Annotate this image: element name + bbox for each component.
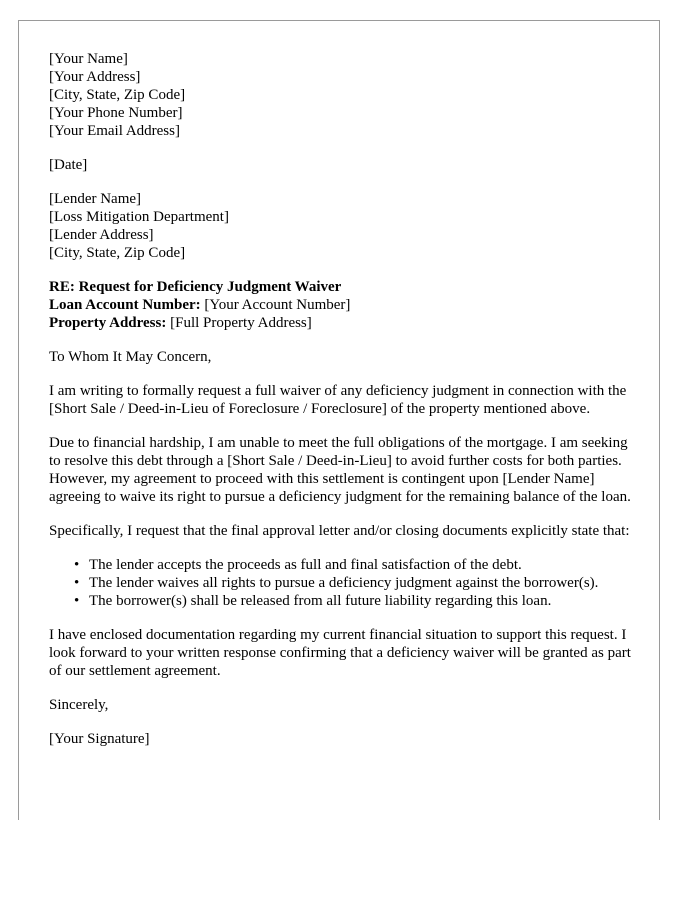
bullet-icon: •	[74, 557, 80, 573]
list-item: • The lender accepts the proceeds as full and final satisfaction of the debt.	[74, 557, 522, 573]
letter-date: [Date]	[49, 157, 88, 173]
sender-block	[49, 50, 629, 140]
list-item: • The lender waives all rights to pursue a deficiency judgment against the borrower(s).	[74, 575, 599, 591]
recipient-address: [Lender Address]	[49, 227, 154, 243]
sender-email: [Your Email Address]	[49, 123, 180, 139]
bullet-icon: •	[74, 575, 80, 591]
recipient-city-state-zip: [City, State, Zip Code]	[49, 245, 186, 261]
account-value: [Your Account Number]	[200, 297, 351, 313]
bullet-icon: •	[74, 593, 80, 609]
paragraph-specifics: Specifically, I request that the final approval letter and/or closing documents explicitly state that:	[49, 523, 630, 539]
paragraph-request: I am writing to formally request a full waiver of any deficiency judgment in connection with the [Short Sale / Deed-in-Lieu of Foreclosure / Foreclosure] of the property mentioned above.	[49, 383, 627, 417]
re-line: RE: Request for Deficiency Judgment Waiver	[49, 279, 342, 295]
recipient-block	[49, 190, 629, 262]
sender-phone: [Your Phone Number]	[49, 105, 183, 121]
paragraph-enclosure: I have enclosed documentation regarding my current financial situation to support this request. I look forward to your written response confirming that a deficiency waiver will be granted as part of our settlement agreement.	[49, 627, 631, 679]
account-label: Loan Account Number:	[49, 297, 201, 313]
list-item: • The borrower(s) shall be released from all future liability regarding this loan.	[74, 593, 552, 609]
salutation: To Whom It May Concern,	[49, 349, 212, 365]
subject-block	[49, 278, 629, 332]
paragraph-hardship: Due to financial hardship, I am unable to meet the full obligations of the mortgage. I am seeking to resolve this debt through a [Short Sale / Deed-in-Lieu] to avoid further costs for both parties. However, my agreement to proceed with this settlement is contingent upon [Lender Name] agreeing to waive its right to pursue a deficiency judgment for the remaining balance of the loan.	[49, 435, 631, 505]
property-label: Property Address:	[49, 315, 167, 331]
sender-name: [Your Name]	[49, 51, 128, 67]
terms-list	[49, 556, 629, 610]
sender-city-state-zip: [City, State, Zip Code]	[49, 87, 186, 103]
recipient-department: [Loss Mitigation Department]	[49, 209, 229, 225]
letter-page	[18, 20, 660, 820]
property-value: [Full Property Address]	[166, 315, 312, 331]
recipient-lender-name: [Lender Name]	[49, 191, 142, 207]
date-block	[49, 156, 629, 174]
sender-address: [Your Address]	[49, 69, 141, 85]
signature: [Your Signature]	[49, 731, 150, 747]
closing: Sincerely,	[49, 697, 109, 713]
